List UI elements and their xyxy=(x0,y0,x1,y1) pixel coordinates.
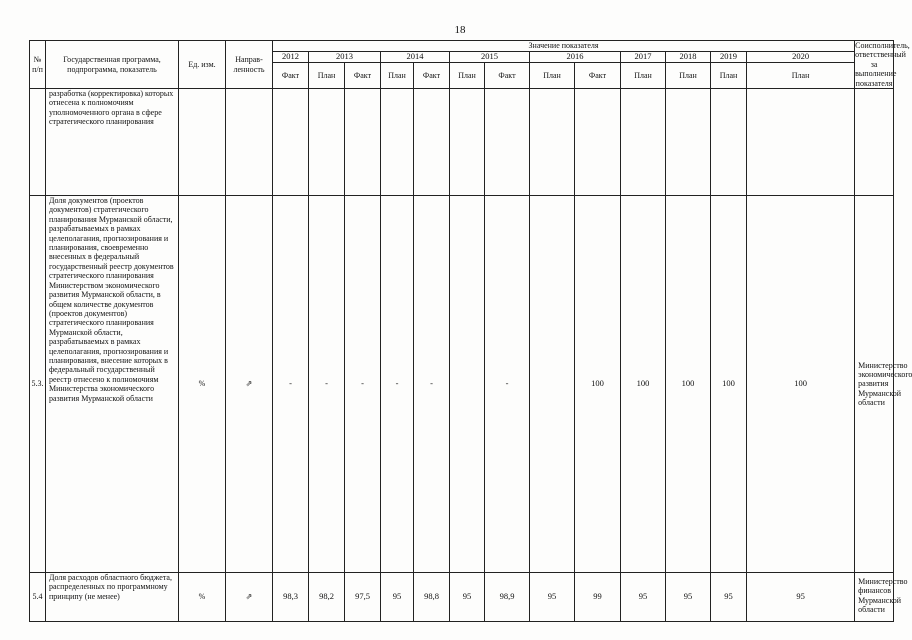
year-header: 2016 xyxy=(530,52,621,63)
executor-cell: Министерство экономического развития Мурманской области xyxy=(855,196,894,573)
value-cell: 100 xyxy=(711,196,747,573)
year-header: 2020 xyxy=(747,52,855,63)
value-cell: - xyxy=(309,196,345,573)
value-cell xyxy=(575,89,621,196)
unit-cell: % xyxy=(179,196,226,573)
value-cell: 97,5 xyxy=(345,573,381,622)
indicator-text: Доля расходов областного бюджета, распределенных по программному принципу (не менее) xyxy=(46,573,179,622)
header-executor: Соисполнитель, ответственный за выполнение показателя xyxy=(855,41,910,88)
value-cell xyxy=(381,89,414,196)
value-cell: 95 xyxy=(381,573,414,622)
year-header: 2018 xyxy=(666,52,711,63)
subcol-header: План xyxy=(711,62,747,88)
subcol-header: План xyxy=(666,62,711,88)
value-cell xyxy=(530,89,575,196)
value-cell xyxy=(273,89,309,196)
value-cell xyxy=(309,89,345,196)
year-header: 2013 xyxy=(309,52,381,63)
table-row xyxy=(30,573,894,622)
indicator-text: Доля документов (проектов документов) стратегического планирования Мурманской области, разрабатываемых в рамках целеполагания, прогнозирования и планирования, своевременно внесенных в федеральный государственный реестр документов стратегического планирования Министерством экономического развития Мурманской области, в общем количестве документов (проектов документов) стратегического планирования Мурманской области, разрабатываемых в рамках целеполагания, прогнозирования и планирования, внесение которых в федеральный государственный реестр отнесено к полномочиям Министерства экономического развития Мурманской области xyxy=(46,196,179,573)
value-cell xyxy=(345,89,381,196)
subcol-header: Факт xyxy=(273,62,309,88)
executor-cell xyxy=(855,89,894,196)
row-number: 5.4 xyxy=(30,573,46,622)
value-cell xyxy=(485,89,530,196)
indicator-text: разработка (корректировка) которых отнесена к полномочиям уполномоченного органа в сфере стратегического планирования xyxy=(46,89,179,196)
value-cell xyxy=(414,89,450,196)
subcol-header: Факт xyxy=(485,62,530,88)
value-cell: 95 xyxy=(711,573,747,622)
value-cell: 98,9 xyxy=(485,573,530,622)
indicator-table xyxy=(29,40,912,622)
year-header: 2017 xyxy=(621,52,666,63)
header-program: Государственная программа, подпрограмма, показатель xyxy=(46,41,179,89)
year-header: 2014 xyxy=(381,52,450,63)
value-cell: 98,3 xyxy=(273,573,309,622)
subcol-header: План xyxy=(381,62,414,88)
value-cell: 99 xyxy=(575,573,621,622)
value-cell: 95 xyxy=(530,573,575,622)
year-header: 2015 xyxy=(450,52,530,63)
subcol-header: План xyxy=(747,62,855,88)
value-cell: - xyxy=(345,196,381,573)
direction-arrow-icon: ⇗ xyxy=(226,196,273,573)
subcol-header: Факт xyxy=(345,62,381,88)
year-header: 2019 xyxy=(711,52,747,63)
value-cell xyxy=(666,89,711,196)
direction-arrow-icon: ⇗ xyxy=(226,573,273,622)
unit-cell xyxy=(179,89,226,196)
value-cell: - xyxy=(414,196,450,573)
value-cell xyxy=(747,89,855,196)
executor-cell: Министерство финансов Мурманской области xyxy=(855,573,894,622)
subcol-header: Факт xyxy=(575,62,621,88)
value-cell xyxy=(450,196,485,573)
subcol-header: План xyxy=(450,62,485,88)
year-header: 2012 xyxy=(273,52,309,63)
subcol-header: План xyxy=(309,62,345,88)
value-cell xyxy=(711,89,747,196)
value-cell: - xyxy=(273,196,309,573)
row-number xyxy=(30,89,46,196)
value-cell xyxy=(530,196,575,573)
value-cell: 95 xyxy=(450,573,485,622)
header-value-group: Значение показателя xyxy=(273,41,855,52)
table-row xyxy=(30,196,894,573)
value-cell: 100 xyxy=(747,196,855,573)
value-cell: 98,8 xyxy=(414,573,450,622)
direction-cell xyxy=(226,89,273,196)
subcol-header: Факт xyxy=(414,62,450,88)
header-unit: Ед. изм. xyxy=(179,41,226,89)
value-cell: 95 xyxy=(666,573,711,622)
value-cell: 100 xyxy=(666,196,711,573)
page-number: 18 xyxy=(454,24,466,36)
header-direction: Направ-ленность xyxy=(226,41,273,89)
value-cell: 98,2 xyxy=(309,573,345,622)
value-cell: 100 xyxy=(621,196,666,573)
value-cell: - xyxy=(485,196,530,573)
subcol-header: План xyxy=(530,62,575,88)
value-cell: 95 xyxy=(621,573,666,622)
value-cell xyxy=(450,89,485,196)
value-cell: 95 xyxy=(747,573,855,622)
unit-cell: % xyxy=(179,573,226,622)
row-number: 5.3. xyxy=(30,196,46,573)
header-num: № п/п xyxy=(30,41,46,89)
value-cell: - xyxy=(381,196,414,573)
value-cell: 100 xyxy=(575,196,621,573)
table-row xyxy=(30,89,894,196)
value-cell xyxy=(621,89,666,196)
subcol-header: План xyxy=(621,62,666,88)
